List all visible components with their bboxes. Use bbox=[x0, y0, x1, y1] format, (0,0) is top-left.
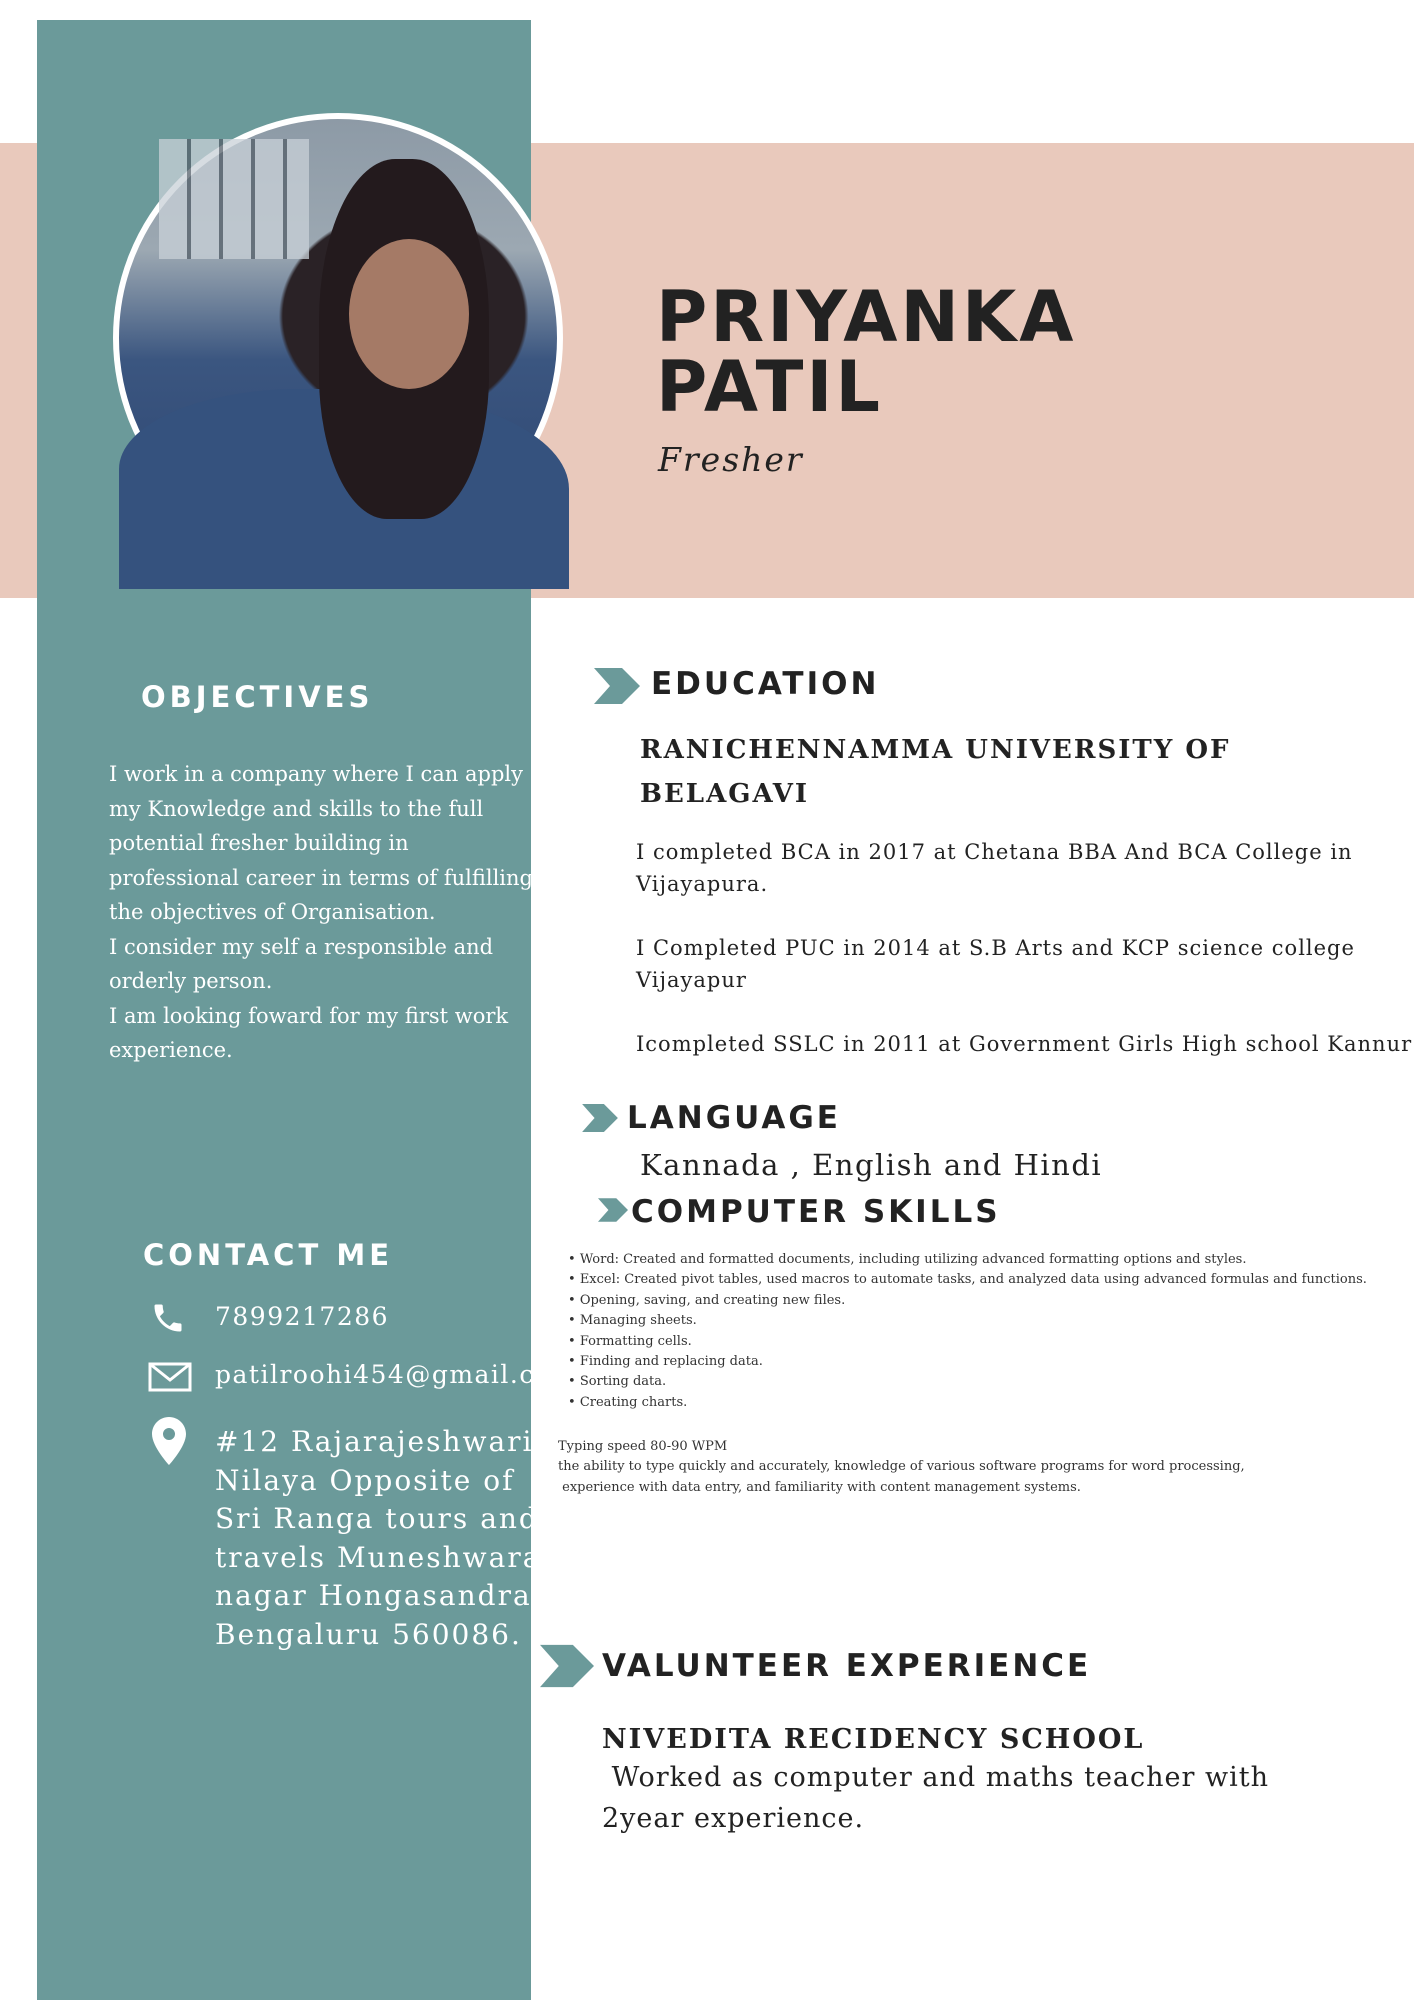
address-line: Bengaluru 560086. bbox=[215, 1617, 522, 1651]
objectives-line: I work in a company where I can apply bbox=[109, 762, 523, 786]
volunteer-heading: VALUNTEER EXPERIENCE bbox=[602, 1648, 1092, 1684]
list-item: • Word: Created and formatted documents, including utilizing advanced formatting options and styles. bbox=[568, 1250, 1367, 1270]
chevron-right-icon bbox=[598, 1198, 628, 1222]
list-item: • Excel: Created pivot tables, used macros to automate tasks, and analyzed data using advanced formulas and functions. bbox=[568, 1270, 1367, 1290]
chevron-right-icon bbox=[582, 1104, 618, 1132]
objectives-line: experience. bbox=[109, 1038, 233, 1062]
education-heading: EDUCATION bbox=[651, 666, 880, 702]
education-entry: Vijayapura. bbox=[636, 872, 769, 896]
address-line: Nilaya Opposite of bbox=[215, 1463, 515, 1497]
volunteer-description bbox=[602, 1757, 1269, 1839]
objectives-line: the objectives of Organisation. bbox=[109, 900, 436, 924]
objectives-text bbox=[109, 757, 531, 1068]
objectives-line: I consider my self a responsible and bbox=[109, 934, 494, 959]
last-name: PATIL bbox=[656, 346, 884, 428]
education-entry: Icompleted SSLC in 2011 at Government Girls High school Kannur bbox=[636, 1032, 1413, 1056]
education-entry: Vijayapur bbox=[636, 968, 747, 992]
objectives-line: I am looking foward for my first work bbox=[109, 1003, 509, 1028]
language-heading: LANGUAGE bbox=[627, 1100, 841, 1136]
university-name bbox=[640, 728, 1230, 816]
address-line: travels Muneshwara bbox=[215, 1540, 542, 1574]
language-text: Kannada , English and Hindi bbox=[640, 1148, 1103, 1182]
education-entry: I Completed PUC in 2014 at S.B Arts and KCP science college bbox=[636, 936, 1355, 960]
university-line: RANICHENNAMMA UNIVERSITY OF bbox=[640, 735, 1231, 765]
list-item: • Finding and replacing data. bbox=[568, 1352, 1367, 1372]
address-line: nagar Hongasandra bbox=[215, 1579, 532, 1612]
phone-icon bbox=[150, 1300, 186, 1336]
list-item: • Opening, saving, and creating new files. bbox=[568, 1291, 1367, 1311]
volunteer-line: 2year experience. bbox=[602, 1803, 865, 1834]
typing-line: the ability to type quickly and accurately, knowledge of various software programs for word processing, bbox=[558, 1459, 1245, 1475]
objectives-line: my Knowledge and skills to the full bbox=[109, 796, 484, 821]
typing-info bbox=[558, 1437, 1245, 1498]
profile-photo bbox=[113, 113, 563, 563]
candidate-name bbox=[656, 276, 1077, 428]
email-address[interactable]: patilroohi454@gmail.com bbox=[215, 1360, 577, 1389]
objectives-heading: OBJECTIVES bbox=[141, 680, 374, 714]
phone-number[interactable]: 7899217286 bbox=[215, 1302, 390, 1331]
address-text bbox=[215, 1423, 542, 1654]
objectives-line: orderly person. bbox=[109, 969, 273, 993]
list-item: • Formatting cells. bbox=[568, 1332, 1367, 1352]
university-line: BELAGAVI bbox=[640, 779, 810, 809]
first-name: PRIYANKA bbox=[656, 276, 1077, 358]
chevron-right-icon bbox=[540, 1644, 594, 1688]
volunteer-line: Worked as computer and maths teacher with bbox=[602, 1762, 1269, 1793]
education-entry: I completed BCA in 2017 at Chetana BBA And BCA College in bbox=[636, 840, 1353, 864]
list-item: • Creating charts. bbox=[568, 1393, 1367, 1413]
computer-skills-heading: COMPUTER SKILLS bbox=[631, 1194, 1001, 1230]
address-line: #12 Rajarajeshwari bbox=[215, 1425, 534, 1458]
location-pin-icon bbox=[152, 1417, 186, 1465]
mail-icon bbox=[148, 1362, 192, 1392]
contact-heading: CONTACT ME bbox=[143, 1238, 394, 1272]
chevron-right-icon bbox=[594, 668, 640, 704]
objectives-line: potential fresher building in bbox=[109, 831, 409, 855]
address-line: Sri Ranga tours and bbox=[215, 1502, 539, 1535]
typing-line: experience with data entry, and familiarity with content management systems. bbox=[558, 1479, 1081, 1495]
objectives-line: professional career in terms of fulfilling bbox=[109, 865, 533, 890]
typing-line: Typing speed 80-90 WPM bbox=[558, 1439, 728, 1454]
skills-list bbox=[568, 1250, 1367, 1413]
candidate-title: Fresher bbox=[658, 440, 804, 479]
list-item: • Managing sheets. bbox=[568, 1311, 1367, 1331]
school-name: NIVEDITA RECIDENCY SCHOOL bbox=[602, 1724, 1145, 1755]
list-item: • Sorting data. bbox=[568, 1372, 1367, 1392]
